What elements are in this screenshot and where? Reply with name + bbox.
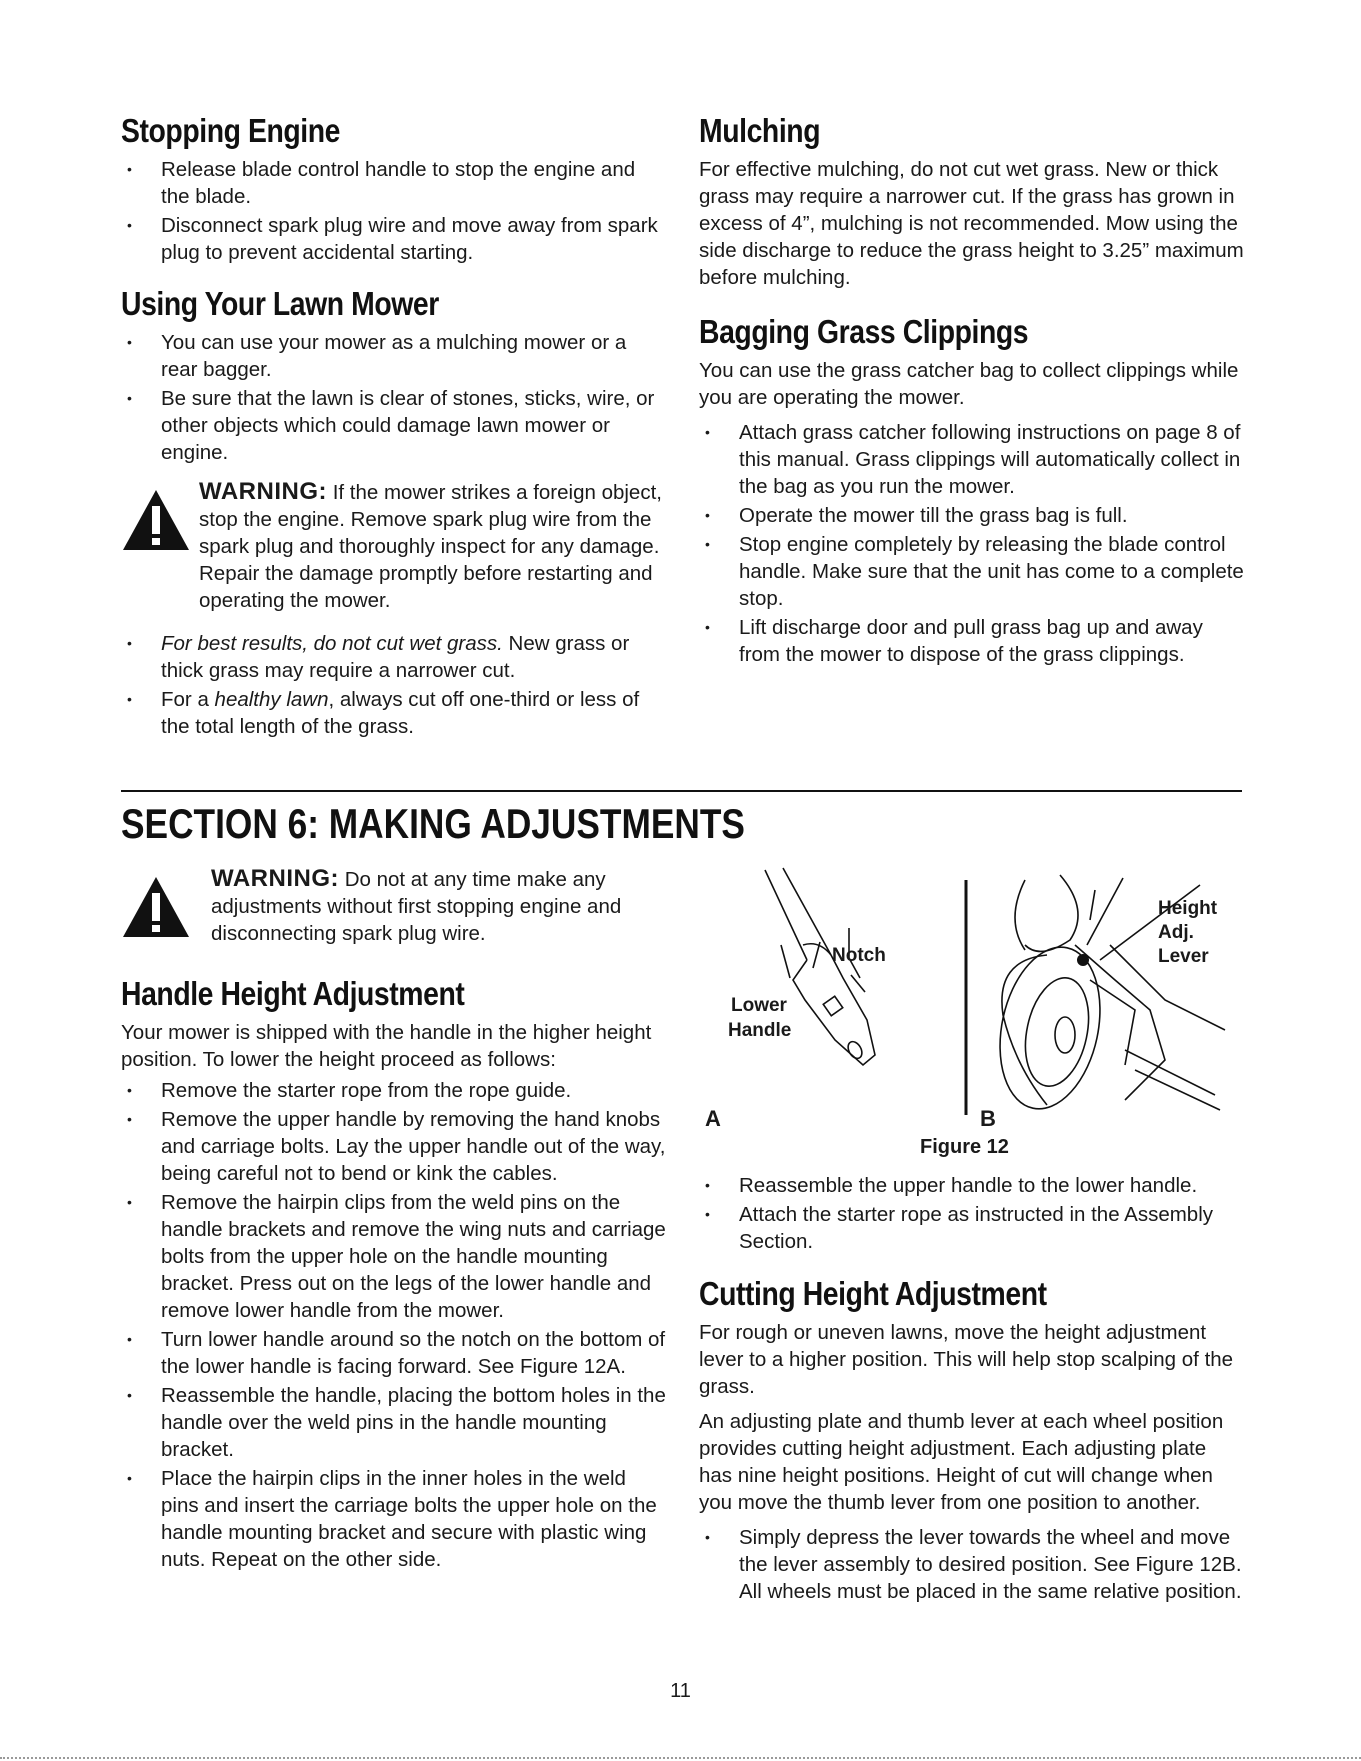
list-item: • Operate the mower till the grass bag is full. — [699, 502, 1244, 529]
label-notch: Notch — [832, 945, 886, 966]
reassemble-list — [699, 1172, 1244, 1255]
using-mower-section — [121, 285, 666, 742]
page-number: 11 — [670, 1680, 691, 1702]
mulching-heading: Mulching — [699, 112, 821, 149]
label-a: A — [705, 1106, 721, 1131]
stopping-engine-list — [121, 156, 666, 266]
italic-text: For best results, do not cut wet grass. — [161, 632, 503, 655]
warning-label: WARNING: — [211, 865, 339, 892]
warning-icon — [121, 875, 191, 939]
list-item: • Remove the starter rope from the rope guide. — [121, 1077, 666, 1104]
list-item: • Remove the hairpin clips from the weld pins on the handle brackets and remove the wing nuts and carriage bolts from the upper hole on the handle mounting bracket. Press out on the legs of the lower handle and remove lower handle from the mower. — [121, 1189, 666, 1324]
warning-icon — [121, 488, 191, 552]
section-6-title: SECTION 6: MAKING ADJUSTMENTS — [121, 800, 745, 847]
list-item: • Remove the upper handle by removing the hand knobs and carriage bolts. Lay the upper handle out of the way, being careful not to bend or kink the cables. — [121, 1106, 666, 1187]
list-item: • You can use your mower as a mulching mower or a rear bagger. — [121, 329, 666, 383]
figure-caption: Figure 12 — [920, 1136, 1009, 1158]
mulching-section — [699, 112, 1244, 295]
list-item: • Simply depress the lever towards the wheel and move the lever assembly to desired position. See Figure 12B. All wheels must be placed in the same relative position. — [699, 1524, 1244, 1605]
list-item: • Stop engine completely by releasing the blade control handle. Make sure that the unit has come to a complete stop. — [699, 531, 1244, 612]
label-adj: Adj. — [1158, 922, 1194, 943]
section-divider — [121, 790, 1242, 792]
warning-body — [199, 865, 666, 947]
item-text: , always cut off one-third or less of the total length of the grass. — [161, 688, 640, 738]
handle-height-section — [121, 975, 666, 1575]
warning-body — [199, 478, 666, 614]
label-lever: Lever — [1158, 946, 1209, 967]
bagging-section — [699, 313, 1244, 670]
label-lower: Lower — [731, 995, 787, 1016]
list-item — [121, 686, 666, 740]
italic-text: healthy lawn — [214, 688, 329, 711]
cutting-height-p2: An adjusting plate and thumb lever at each wheel position provides cutting height adjustment. Each adjusting plate has nine height positions. Height of cut will change when you move the thumb lever from one position to another. — [699, 1410, 1224, 1514]
reassemble-section — [699, 1172, 1244, 1257]
mulching-text: For effective mulching, do not cut wet grass. New or thick grass may require a narrower cut. If the grass has grown in excess of 4”, mulching is not recommended. Mow using the side discharge to reduce the grass height to 3.25” maximum before mulching. — [699, 158, 1244, 289]
section-6-warning — [121, 865, 666, 963]
item-text: For a — [161, 688, 215, 711]
warning-text: If the mower strikes a foreign object, stop the engine. Remove spark plug wire from the spark plug and thoroughly inspect for any damage. Repair the damage promptly before restarting and operating the mower. — [199, 481, 662, 612]
using-mower-list — [121, 329, 666, 466]
item-text: New grass or thick grass may require a narrower cut. — [161, 632, 630, 682]
page-bottom-edge — [0, 1757, 1361, 1759]
bagging-intro: You can use the grass catcher bag to collect clippings while you are operating the mower. — [699, 359, 1239, 409]
list-item: • Release blade control handle to stop the engine and the blade. — [121, 156, 666, 210]
list-item — [121, 630, 666, 684]
list-item: • Disconnect spark plug wire and move away from spark plug to prevent accidental starting. — [121, 212, 666, 266]
handle-height-heading: Handle Height Adjustment — [121, 975, 465, 1012]
handle-height-list — [121, 1077, 666, 1573]
stopping-engine-section — [121, 112, 666, 268]
list-item: • Reassemble the upper handle to the lower handle. — [699, 1172, 1244, 1199]
list-item: • Attach grass catcher following instructions on page 8 of this manual. Grass clippings will automatically collect in the bag as you run the mower. — [699, 419, 1244, 500]
stopping-engine-heading: Stopping Engine — [121, 112, 340, 149]
cutting-height-heading: Cutting Height Adjustment — [699, 1275, 1047, 1312]
list-item: • Attach the starter rope as instructed in the Assembly Section. — [699, 1201, 1244, 1255]
handle-height-intro: Your mower is shipped with the handle in the higher height position. To lower the height proceed as follows: — [121, 1021, 652, 1071]
warning-label: WARNING: — [199, 478, 327, 505]
adjustments-warning — [121, 865, 666, 947]
cutting-height-list — [699, 1524, 1244, 1605]
list-item: • Reassemble the handle, placing the bottom holes in the handle over the weld pins in the handle mounting bracket. — [121, 1382, 666, 1463]
figure-12 — [695, 850, 1255, 1165]
list-item: • Turn lower handle around so the notch on the bottom of the lower handle is facing forward. See Figure 12A. — [121, 1326, 666, 1380]
bagging-heading: Bagging Grass Clippings — [699, 313, 1029, 350]
list-item: • Be sure that the lawn is clear of stones, sticks, wire, or other objects which could damage lawn mower or engine. — [121, 385, 666, 466]
using-mower-list-2 — [121, 630, 666, 740]
cutting-height-section — [699, 1275, 1244, 1607]
label-height: Height — [1158, 898, 1218, 919]
label-handle: Handle — [728, 1020, 792, 1041]
list-item: • Place the hairpin clips in the inner holes in the weld pins and insert the carriage bolts the upper hole on the handle mounting bracket and secure with plastic wing nuts. Repeat on the other side. — [121, 1465, 666, 1573]
warning-text: Do not at any time make any adjustments without first stopping engine and disconnecting spark plug wire. — [211, 868, 622, 945]
using-mower-heading: Using Your Lawn Mower — [121, 285, 439, 322]
list-item: • Lift discharge door and pull grass bag up and away from the mower to dispose of the grass clippings. — [699, 614, 1244, 668]
bagging-list — [699, 419, 1244, 668]
label-b: B — [980, 1106, 996, 1131]
cutting-height-p1: For rough or uneven lawns, move the height adjustment lever to a higher position. This will help stop scalping of the grass. — [699, 1321, 1234, 1398]
mower-strike-warning — [121, 478, 666, 614]
